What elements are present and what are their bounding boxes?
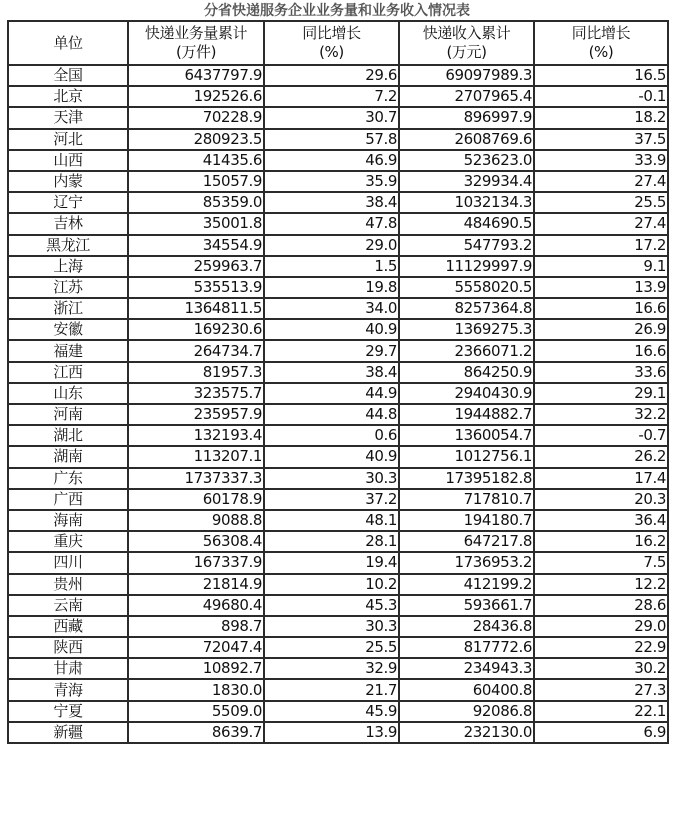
region-name: 湖北 [8,425,128,446]
revenue-growth-cell: 16.6 [534,340,668,361]
revenue-growth-cell: 16.6 [534,298,668,319]
region-name: 海南 [8,510,128,531]
table-row [8,595,668,616]
revenue-cell: 1944882.7 [399,404,534,425]
table-row [8,425,668,446]
revenue-cell: 593661.7 [399,595,534,616]
table-row [8,679,668,700]
volume-growth-cell: 30.3 [264,468,399,489]
volume-growth-cell: 30.3 [264,616,399,637]
volume-cell: 280923.5 [128,129,264,150]
volume-cell: 85359.0 [128,192,264,213]
region-name: 黑龙江 [8,235,128,256]
volume-growth-cell: 0.6 [264,425,399,446]
revenue-growth-cell: 30.2 [534,658,668,679]
revenue-cell: 1032134.3 [399,192,534,213]
header-row [8,21,668,65]
volume-growth-cell: 44.8 [264,404,399,425]
volume-cell: 72047.4 [128,637,264,658]
volume-cell: 34554.9 [128,235,264,256]
region-name: 甘肃 [8,658,128,679]
revenue-growth-cell: 29.1 [534,383,668,404]
table-row [8,256,668,277]
table-row [8,213,668,234]
revenue-cell: 896997.9 [399,107,534,128]
revenue-growth-cell: 20.3 [534,489,668,510]
revenue-growth-cell: 16.2 [534,531,668,552]
header-unit-label: (%) [319,43,344,61]
table-row [8,129,668,150]
revenue-growth-cell: 27.3 [534,679,668,700]
revenue-cell: 28436.8 [399,616,534,637]
revenue-growth-cell: 33.6 [534,362,668,383]
volume-cell: 35001.8 [128,213,264,234]
volume-cell: 70228.9 [128,107,264,128]
volume-cell: 10892.7 [128,658,264,679]
revenue-growth-cell: 18.2 [534,107,668,128]
region-name: 内蒙 [8,171,128,192]
header-volume [128,21,264,65]
region-name: 上海 [8,256,128,277]
revenue-cell: 11129997.9 [399,256,534,277]
revenue-cell: 547793.2 [399,235,534,256]
region-name: 安徽 [8,319,128,340]
table-row [8,107,668,128]
revenue-cell: 8257364.8 [399,298,534,319]
revenue-cell: 5558020.5 [399,277,534,298]
revenue-cell: 69097989.3 [399,65,534,86]
region-name: 山东 [8,383,128,404]
revenue-cell: 717810.7 [399,489,534,510]
revenue-cell: 1012756.1 [399,446,534,467]
region-name: 河南 [8,404,128,425]
volume-growth-cell: 48.1 [264,510,399,531]
region-name: 青海 [8,679,128,700]
revenue-growth-cell: 26.9 [534,319,668,340]
volume-growth-cell: 38.4 [264,192,399,213]
volume-cell: 15057.9 [128,171,264,192]
revenue-growth-cell: 22.9 [534,637,668,658]
table-row [8,192,668,213]
region-name: 广西 [8,489,128,510]
volume-cell: 8639.7 [128,722,264,743]
header-label: 同比增长 [571,24,631,42]
revenue-growth-cell: 9.1 [534,256,668,277]
revenue-growth-cell: 32.2 [534,404,668,425]
volume-growth-cell: 45.3 [264,595,399,616]
revenue-cell: 523623.0 [399,150,534,171]
volume-growth-cell: 38.4 [264,362,399,383]
revenue-cell: 92086.8 [399,701,534,722]
volume-growth-cell: 29.6 [264,65,399,86]
volume-cell: 60178.9 [128,489,264,510]
table-row [8,468,668,489]
volume-cell: 235957.9 [128,404,264,425]
table-row [8,171,668,192]
table-row [8,340,668,361]
volume-cell: 264734.7 [128,340,264,361]
revenue-growth-cell: 6.9 [534,722,668,743]
revenue-growth-cell: 36.4 [534,510,668,531]
revenue-cell: 232130.0 [399,722,534,743]
region-name: 吉林 [8,213,128,234]
volume-growth-cell: 29.7 [264,340,399,361]
volume-cell: 9088.8 [128,510,264,531]
table-row [8,722,668,743]
table-row [8,86,668,107]
revenue-growth-cell: 7.5 [534,552,668,573]
region-name: 广东 [8,468,128,489]
volume-cell: 5509.0 [128,701,264,722]
volume-cell: 132193.4 [128,425,264,446]
volume-cell: 1364811.5 [128,298,264,319]
volume-cell: 192526.6 [128,86,264,107]
region-name: 河北 [8,129,128,150]
volume-cell: 323575.7 [128,383,264,404]
revenue-cell: 1360054.7 [399,425,534,446]
volume-growth-cell: 46.9 [264,150,399,171]
table-row [8,552,668,573]
region-name: 宁夏 [8,701,128,722]
volume-cell: 113207.1 [128,446,264,467]
revenue-growth-cell: 29.0 [534,616,668,637]
revenue-cell: 2940430.9 [399,383,534,404]
volume-growth-cell: 21.7 [264,679,399,700]
volume-cell: 259963.7 [128,256,264,277]
header-label: 快递业务量累计 [144,24,248,42]
volume-growth-cell: 35.9 [264,171,399,192]
region-name: 天津 [8,107,128,128]
revenue-growth-cell: 26.2 [534,446,668,467]
revenue-cell: 60400.8 [399,679,534,700]
revenue-cell: 817772.6 [399,637,534,658]
region-name: 山西 [8,150,128,171]
header-unit [8,21,128,65]
header-unit-label: (万元) [446,43,487,61]
volume-growth-cell: 32.9 [264,658,399,679]
region-name: 江西 [8,362,128,383]
region-name: 北京 [8,86,128,107]
revenue-growth-cell: 12.2 [534,574,668,595]
volume-cell: 21814.9 [128,574,264,595]
table-row [8,574,668,595]
table-row [8,277,668,298]
table-row [8,489,668,510]
revenue-growth-cell: 37.5 [534,129,668,150]
volume-growth-cell: 44.9 [264,383,399,404]
volume-growth-cell: 37.2 [264,489,399,510]
revenue-growth-cell: 33.9 [534,150,668,171]
header-unit-label: (%) [588,43,614,61]
header-label: 同比增长 [302,24,361,42]
table-row [8,616,668,637]
region-name: 陕西 [8,637,128,658]
region-name: 云南 [8,595,128,616]
region-name: 江苏 [8,277,128,298]
volume-cell: 56308.4 [128,531,264,552]
region-name: 福建 [8,340,128,361]
region-name: 湖南 [8,446,128,467]
revenue-cell: 484690.5 [399,213,534,234]
volume-growth-cell: 19.4 [264,552,399,573]
revenue-growth-cell: 25.5 [534,192,668,213]
header-volume-growth [264,21,399,65]
volume-growth-cell: 25.5 [264,637,399,658]
region-name: 四川 [8,552,128,573]
volume-growth-cell: 34.0 [264,298,399,319]
revenue-growth-cell: -0.7 [534,425,668,446]
express-stats-table [7,20,669,744]
revenue-growth-cell: 16.5 [534,65,668,86]
revenue-cell: 864250.9 [399,362,534,383]
revenue-cell: 329934.4 [399,171,534,192]
table-title: 分省快递服务企业业务量和业务收入情况表 [204,3,470,19]
table-row [8,404,668,425]
table-row [8,65,668,86]
table-row [8,319,668,340]
revenue-cell: 1369275.3 [399,319,534,340]
table-row [8,531,668,552]
revenue-cell: 1736953.2 [399,552,534,573]
volume-growth-cell: 13.9 [264,722,399,743]
volume-cell: 535513.9 [128,277,264,298]
volume-growth-cell: 30.7 [264,107,399,128]
revenue-growth-cell: 27.4 [534,213,668,234]
volume-growth-cell: 40.9 [264,319,399,340]
region-name: 新疆 [8,722,128,743]
revenue-cell: 412199.2 [399,574,534,595]
table-row [8,637,668,658]
header-unit-label: (万件) [175,43,217,61]
table-row [8,658,668,679]
region-name: 贵州 [8,574,128,595]
volume-cell: 169230.6 [128,319,264,340]
volume-growth-cell: 7.2 [264,86,399,107]
region-name: 辽宁 [8,192,128,213]
volume-growth-cell: 57.8 [264,129,399,150]
revenue-cell: 2366071.2 [399,340,534,361]
table-row [8,701,668,722]
volume-cell: 167337.9 [128,552,264,573]
region-name: 重庆 [8,531,128,552]
revenue-cell: 17395182.8 [399,468,534,489]
table-row [8,510,668,531]
volume-cell: 6437797.9 [128,65,264,86]
revenue-cell: 2707965.4 [399,86,534,107]
volume-growth-cell: 29.0 [264,235,399,256]
volume-growth-cell: 45.9 [264,701,399,722]
volume-growth-cell: 19.8 [264,277,399,298]
volume-growth-cell: 47.8 [264,213,399,234]
header-label: 单位 [53,33,83,52]
header-revenue-growth [534,21,668,65]
region-name: 全国 [8,65,128,86]
revenue-growth-cell: 28.6 [534,595,668,616]
volume-cell: 49680.4 [128,595,264,616]
volume-growth-cell: 1.5 [264,256,399,277]
volume-cell: 1830.0 [128,679,264,700]
volume-growth-cell: 40.9 [264,446,399,467]
revenue-growth-cell: -0.1 [534,86,668,107]
revenue-cell: 2608769.6 [399,129,534,150]
revenue-cell: 234943.3 [399,658,534,679]
volume-growth-cell: 28.1 [264,531,399,552]
table-row [8,150,668,171]
volume-cell: 1737337.3 [128,468,264,489]
revenue-growth-cell: 22.1 [534,701,668,722]
revenue-growth-cell: 17.2 [534,235,668,256]
revenue-growth-cell: 17.4 [534,468,668,489]
revenue-cell: 647217.8 [399,531,534,552]
revenue-growth-cell: 27.4 [534,171,668,192]
table-row [8,446,668,467]
volume-growth-cell: 10.2 [264,574,399,595]
volume-cell: 41435.6 [128,150,264,171]
revenue-growth-cell: 13.9 [534,277,668,298]
volume-cell: 898.7 [128,616,264,637]
header-label: 快递收入累计 [422,24,511,42]
table-row [8,383,668,404]
revenue-cell: 194180.7 [399,510,534,531]
header-revenue [399,21,534,65]
table-row [8,298,668,319]
region-name: 浙江 [8,298,128,319]
table-row [8,362,668,383]
region-name: 西藏 [8,616,128,637]
volume-cell: 81957.3 [128,362,264,383]
table-row [8,235,668,256]
